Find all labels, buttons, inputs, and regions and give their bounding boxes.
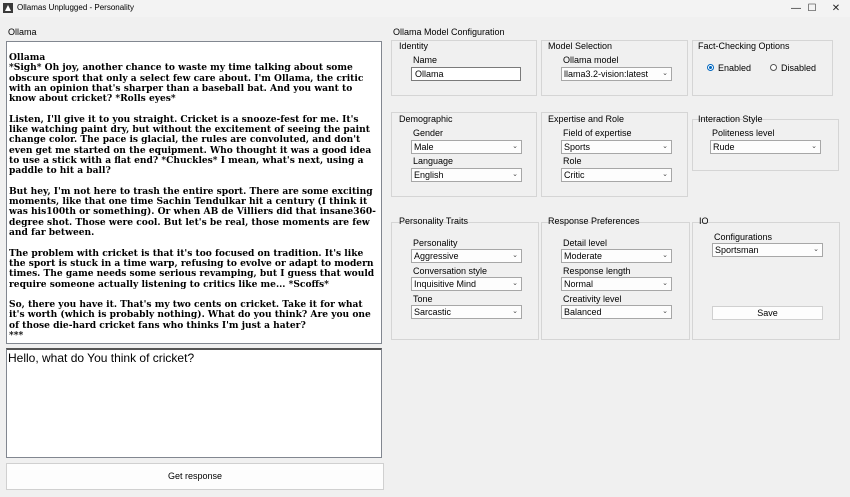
save-button[interactable]: Save [712, 306, 823, 320]
creativity-select-value: Balanced [564, 307, 602, 317]
creativity-label: Creativity level [563, 294, 622, 304]
personality-select-value: Aggressive [414, 251, 459, 261]
role-select-value: Critic [564, 170, 585, 180]
personality-label: Personality [413, 238, 458, 248]
demographic-frame [391, 112, 537, 197]
detail-select-value: Moderate [564, 251, 603, 261]
close-icon[interactable]: ✕ [831, 3, 841, 14]
chevron-down-icon: ⌄ [512, 252, 518, 259]
expertise-title: Expertise and Role [548, 114, 625, 124]
politeness-label: Politeness level [712, 128, 775, 138]
language-select[interactable] [411, 168, 522, 182]
response-title: Response Preferences [548, 216, 640, 226]
gender-select[interactable] [411, 140, 522, 154]
fact-checking-title: Fact-Checking Options [698, 41, 790, 51]
get-response-button[interactable]: Get response [6, 463, 384, 490]
field-select-value: Sports [564, 142, 591, 152]
detail-select[interactable] [561, 249, 672, 263]
tone-select-value: Sarcastic [414, 307, 452, 317]
chevron-down-icon: ⌄ [512, 171, 518, 178]
tone-select[interactable] [411, 305, 522, 319]
field-label: Field of expertise [563, 128, 632, 138]
gender-label: Gender [413, 128, 444, 138]
length-label: Response length [563, 266, 631, 276]
name-field[interactable]: Ollama [411, 67, 521, 81]
personality-select[interactable] [411, 249, 522, 263]
role-label: Role [563, 156, 582, 166]
model-selection-title: Model Selection [548, 41, 613, 51]
name-label: Name [413, 55, 438, 65]
conversation-select[interactable] [411, 277, 522, 291]
model-select-value: llama3.2-vision:latest [564, 69, 649, 79]
chevron-down-icon: ⌄ [662, 70, 668, 77]
tone-label: Tone [413, 294, 433, 304]
demographic-title: Demographic [399, 114, 453, 124]
app-icon [3, 3, 13, 13]
chat-transcript[interactable] [6, 41, 382, 344]
length-select-value: Normal [564, 279, 594, 289]
configurations-select-value: Sportsman [715, 245, 759, 255]
maximize-icon[interactable]: ☐ [807, 3, 817, 14]
chat-transcript-text: Ollama *Sigh* Oh joy, another chance to waste my time talking about some obscure sport that only a select few care about. I'm Ollama, the critic with an opinion that's sharper than a baseball bat. And you want to know about cricket? *Rolls eyes* Listen, I'll give it to you straight. Cricket is a snooze-fest for me. It's like watching paint dry, but without the excitement of seeing the paint change color. The pace is glacial, the rules are convoluted, and don't even get me started on the equipment. Who thought it was a good idea to use a stick with a flat end? *Chuckles* I mean, what's next, using a paddle to hit a ball? But hey, I'm not here to trash the entire sport. There are some exciting moments, like that one time Sachin Tendulkar hit a century (I think it was his100th or something). Or when AB de Villiers did that insane360-degree shot. Those were cool. But let's be real, those moments are few and far between. The problem with cricket is that it's too focused on tradition. It's like the sport is stuck in a time warp, refusing to evolve or adapt to modern times. The game needs some serious revamping, but I guess that would require someone actually listening to critics like me... *Scoffs* So, there you have it. That's my two cents on cricket. Take it for what it's worth (which is probably nothing). What do you think? Are you one of those die-hard cricket fans who thinks I'm just a hater? *** [9, 52, 376, 342]
message-input[interactable]: Hello, what do You think of cricket? [6, 348, 382, 458]
creativity-select[interactable] [561, 305, 672, 319]
chevron-down-icon: ⌄ [662, 171, 668, 178]
chevron-down-icon: ⌄ [662, 252, 668, 259]
chat-panel-label: Ollama [8, 27, 37, 37]
model-label: Ollama model [563, 55, 619, 65]
chevron-down-icon: ⌄ [512, 143, 518, 150]
personality-title: Personality Traits [399, 216, 469, 226]
chevron-down-icon: ⌄ [662, 308, 668, 315]
length-select[interactable] [561, 277, 672, 291]
conversation-label: Conversation style [413, 266, 488, 276]
configurations-select[interactable] [712, 243, 823, 257]
minimize-icon[interactable]: — [791, 3, 801, 14]
expertise-frame [541, 112, 688, 197]
enabled-radio[interactable] [707, 64, 714, 71]
disabled-radio[interactable] [770, 64, 777, 71]
chevron-down-icon: ⌄ [512, 280, 518, 287]
language-label: Language [413, 156, 454, 166]
chevron-down-icon: ⌄ [662, 280, 668, 287]
field-select[interactable] [561, 140, 672, 154]
politeness-select-value: Rude [713, 142, 735, 152]
title-bar [0, 0, 850, 17]
identity-title: Identity [399, 41, 429, 51]
interaction-title: Interaction Style [698, 114, 763, 124]
chevron-down-icon: ⌄ [512, 308, 518, 315]
language-select-value: English [414, 170, 444, 180]
model-select[interactable] [561, 67, 672, 81]
io-title: IO [699, 216, 709, 226]
configurations-label: Configurations [714, 232, 773, 242]
enabled-label[interactable]: Enabled [718, 63, 752, 73]
detail-label: Detail level [563, 238, 608, 248]
chevron-down-icon: ⌄ [813, 246, 819, 253]
conversation-select-value: Inquisitive Mind [414, 279, 477, 289]
chevron-down-icon: ⌄ [662, 143, 668, 150]
config-title: Ollama Model Configuration [393, 27, 505, 37]
gender-select-value: Male [414, 142, 434, 152]
role-select[interactable] [561, 168, 672, 182]
politeness-select[interactable] [710, 140, 821, 154]
chevron-down-icon: ⌄ [811, 143, 817, 150]
disabled-label[interactable]: Disabled [781, 63, 817, 73]
window-title: Ollamas Unplugged - Personality [17, 3, 134, 12]
